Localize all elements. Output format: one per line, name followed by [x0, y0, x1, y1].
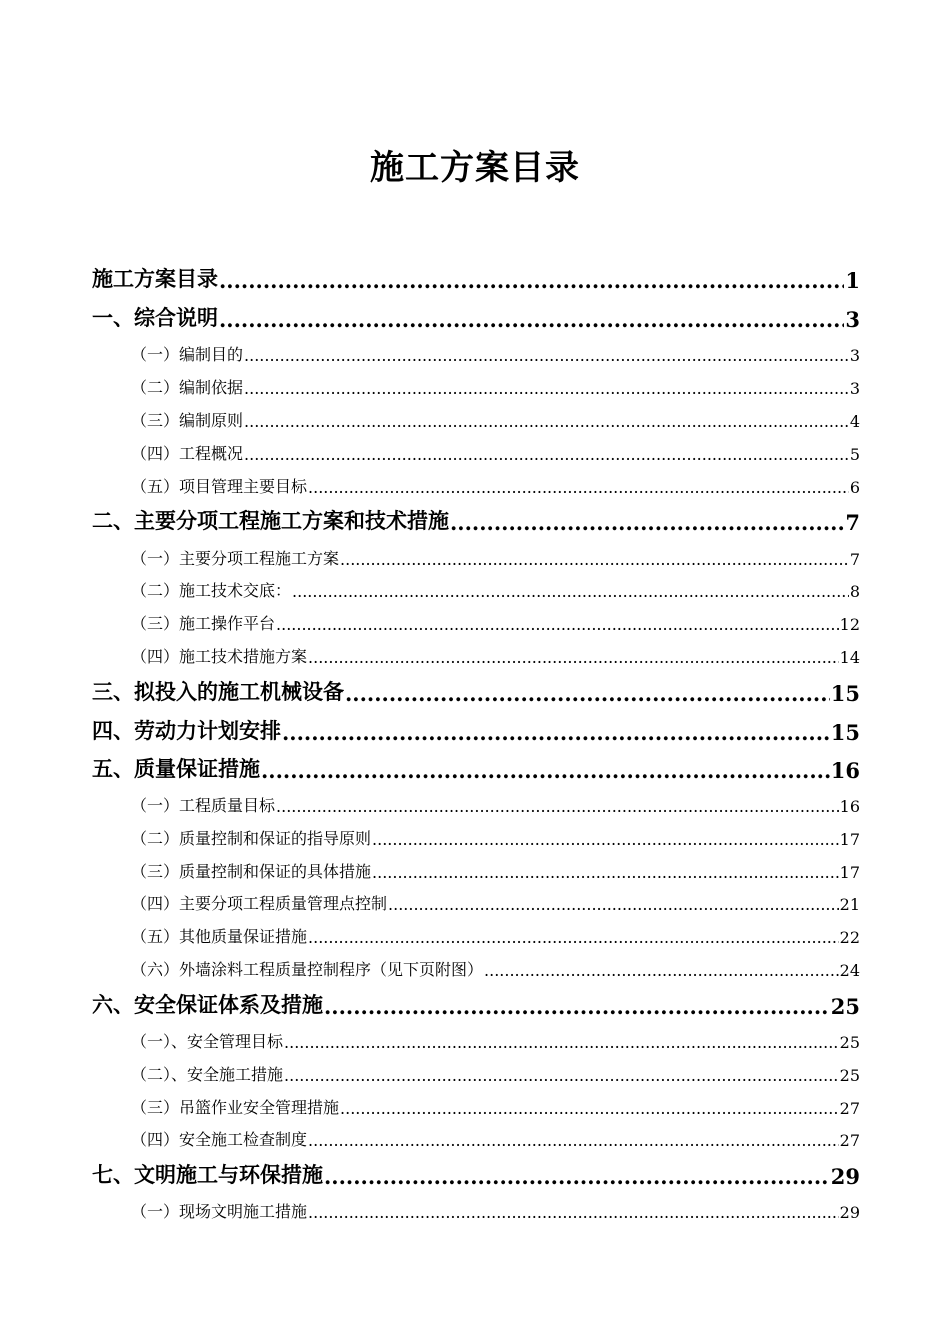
- toc-entry[interactable]: [92, 676, 860, 706]
- toc-page-number: 16: [830, 758, 860, 783]
- toc-leader-dots: [284, 1066, 839, 1085]
- toc-page-number: 29: [839, 1203, 860, 1222]
- toc-page-number: 4: [849, 412, 860, 431]
- toc-entry-label: （四）施工技术措施方案: [131, 647, 308, 666]
- toc-entry[interactable]: [131, 545, 860, 569]
- page-title: 施工方案目录: [370, 148, 580, 188]
- toc-entry[interactable]: [92, 715, 860, 745]
- toc-page-number: 22: [839, 928, 860, 947]
- toc-page-number: 1: [845, 268, 860, 293]
- toc-entry[interactable]: [131, 825, 860, 849]
- toc-page-number: 14: [839, 648, 860, 667]
- toc-entry-label: （一）编制目的: [131, 345, 244, 364]
- toc-entry[interactable]: [131, 1061, 860, 1085]
- toc-entry[interactable]: [131, 473, 860, 497]
- toc-entry-label: 六、安全保证体系及措施: [92, 992, 323, 1017]
- toc-page-number: 25: [839, 1033, 860, 1052]
- toc-leader-dots: [244, 445, 849, 464]
- toc-leader-dots: [324, 994, 830, 1019]
- toc-page-number: 16: [839, 797, 860, 816]
- toc-entry[interactable]: [92, 753, 860, 783]
- toc-entry[interactable]: [131, 923, 860, 947]
- toc-leader-dots: [308, 1203, 839, 1222]
- toc-page-number: 29: [830, 1164, 860, 1189]
- toc-entry[interactable]: [131, 440, 860, 464]
- toc-page-number: 27: [839, 1131, 860, 1150]
- toc-entry[interactable]: [131, 407, 860, 431]
- toc-entry-label: （四）安全施工检查制度: [131, 1130, 308, 1149]
- toc-leader-dots: [308, 928, 839, 947]
- toc-page-number: 17: [839, 830, 860, 849]
- toc-page-number: 24: [839, 961, 860, 980]
- toc-page-number: 25: [830, 994, 860, 1019]
- toc-entry-label: （二）质量控制和保证的指导原则: [131, 829, 372, 848]
- toc-entry[interactable]: [131, 374, 860, 398]
- toc-page-number: 17: [839, 863, 860, 882]
- toc-entry-label: （五）项目管理主要目标: [131, 477, 308, 496]
- toc-entry[interactable]: [131, 1126, 860, 1150]
- toc-entry-label: （二）施工技术交底：: [131, 581, 292, 600]
- toc-entry[interactable]: [131, 1198, 860, 1222]
- toc-page-number: 7: [849, 550, 860, 569]
- toc-entry-label: 一、综合说明: [92, 305, 218, 330]
- toc-page-number: 3: [849, 379, 860, 398]
- toc-entry[interactable]: [92, 989, 860, 1019]
- toc-entry[interactable]: [92, 263, 860, 293]
- toc-entry-label: （一）主要分项工程施工方案: [131, 549, 340, 568]
- toc-page-number: 27: [839, 1099, 860, 1118]
- toc-entry-label: （四）工程概况: [131, 444, 244, 463]
- toc-entry-label: （三）施工操作平台: [131, 614, 276, 633]
- toc-entry[interactable]: [92, 302, 860, 332]
- toc-leader-dots: [276, 615, 839, 634]
- toc-entry[interactable]: [131, 792, 860, 816]
- toc-page-number: 21: [839, 895, 860, 914]
- toc-entry[interactable]: [131, 341, 860, 365]
- toc-leader-dots: [450, 510, 844, 535]
- toc-page-number: 6: [849, 478, 860, 497]
- toc-entry-label: （三）编制原则: [131, 411, 244, 430]
- toc-leader-dots: [292, 582, 849, 601]
- toc-entry[interactable]: [131, 1094, 860, 1118]
- toc-entry-label: 三、拟投入的施工机械设备: [92, 679, 344, 704]
- toc-entry-label: （四）主要分项工程质量管理点控制: [131, 894, 388, 913]
- toc-entry-label: （二）、安全施工措施: [131, 1065, 284, 1084]
- toc-page-number: 8: [849, 582, 860, 601]
- toc-leader-dots: [372, 863, 839, 882]
- toc-leader-dots: [324, 1164, 830, 1189]
- toc-leader-dots: [484, 961, 839, 980]
- toc-leader-dots: [282, 720, 830, 745]
- toc-entry-label: （一）工程质量目标: [131, 796, 276, 815]
- toc-leader-dots: [308, 648, 839, 667]
- toc-leader-dots: [219, 307, 844, 332]
- toc-entry-label: 七、文明施工与环保措施: [92, 1162, 323, 1187]
- toc-leader-dots: [261, 758, 830, 783]
- toc-entry-label: 二、主要分项工程施工方案和技术措施: [92, 508, 449, 533]
- toc-leader-dots: [340, 1099, 839, 1118]
- toc-entry[interactable]: [131, 956, 860, 980]
- toc-entry[interactable]: [92, 1159, 860, 1189]
- toc-leader-dots: [340, 550, 849, 569]
- toc-entry-label: （三）质量控制和保证的具体措施: [131, 862, 372, 881]
- toc-entry[interactable]: [92, 505, 860, 535]
- toc-leader-dots: [276, 797, 839, 816]
- toc-leader-dots: [244, 379, 849, 398]
- toc-page-number: 12: [839, 615, 860, 634]
- toc-entry-label: （一）现场文明施工措施: [131, 1202, 308, 1221]
- toc-entry-label: （一）、安全管理目标: [131, 1032, 284, 1051]
- toc-page-number: 15: [830, 681, 860, 706]
- toc-entry-label: （六）外墙涂料工程质量控制程序（见下页附图）: [131, 960, 484, 979]
- toc-leader-dots: [244, 412, 849, 431]
- toc-entry[interactable]: [131, 890, 860, 914]
- toc-entry[interactable]: [131, 610, 860, 634]
- toc-page-number: 5: [849, 445, 860, 464]
- toc-entry[interactable]: [131, 577, 860, 601]
- toc-leader-dots: [244, 346, 849, 365]
- toc-entry-label: （二）编制依据: [131, 378, 244, 397]
- toc-entry[interactable]: [131, 858, 860, 882]
- toc-leader-dots: [284, 1033, 839, 1052]
- toc-leader-dots: [345, 681, 830, 706]
- toc-leader-dots: [219, 268, 844, 293]
- toc-leader-dots: [372, 830, 839, 849]
- toc-page-number: 7: [845, 510, 860, 535]
- toc-page-number: 3: [849, 346, 860, 365]
- toc-entry-label: 五、质量保证措施: [92, 756, 260, 781]
- toc-entry[interactable]: [131, 1028, 860, 1052]
- toc-leader-dots: [388, 895, 839, 914]
- toc-page-number: 3: [845, 307, 860, 332]
- toc-page-number: 15: [830, 720, 860, 745]
- toc-entry-label: （三）吊篮作业安全管理措施: [131, 1098, 340, 1117]
- toc-entry-label: 施工方案目录: [92, 266, 218, 291]
- toc-leader-dots: [308, 478, 849, 497]
- toc-entry-label: 四、劳动力计划安排: [92, 718, 281, 743]
- toc-entry-label: （五）其他质量保证措施: [131, 927, 308, 946]
- toc-leader-dots: [308, 1131, 839, 1150]
- toc-entry[interactable]: [131, 643, 860, 667]
- toc-page-number: 25: [839, 1066, 860, 1085]
